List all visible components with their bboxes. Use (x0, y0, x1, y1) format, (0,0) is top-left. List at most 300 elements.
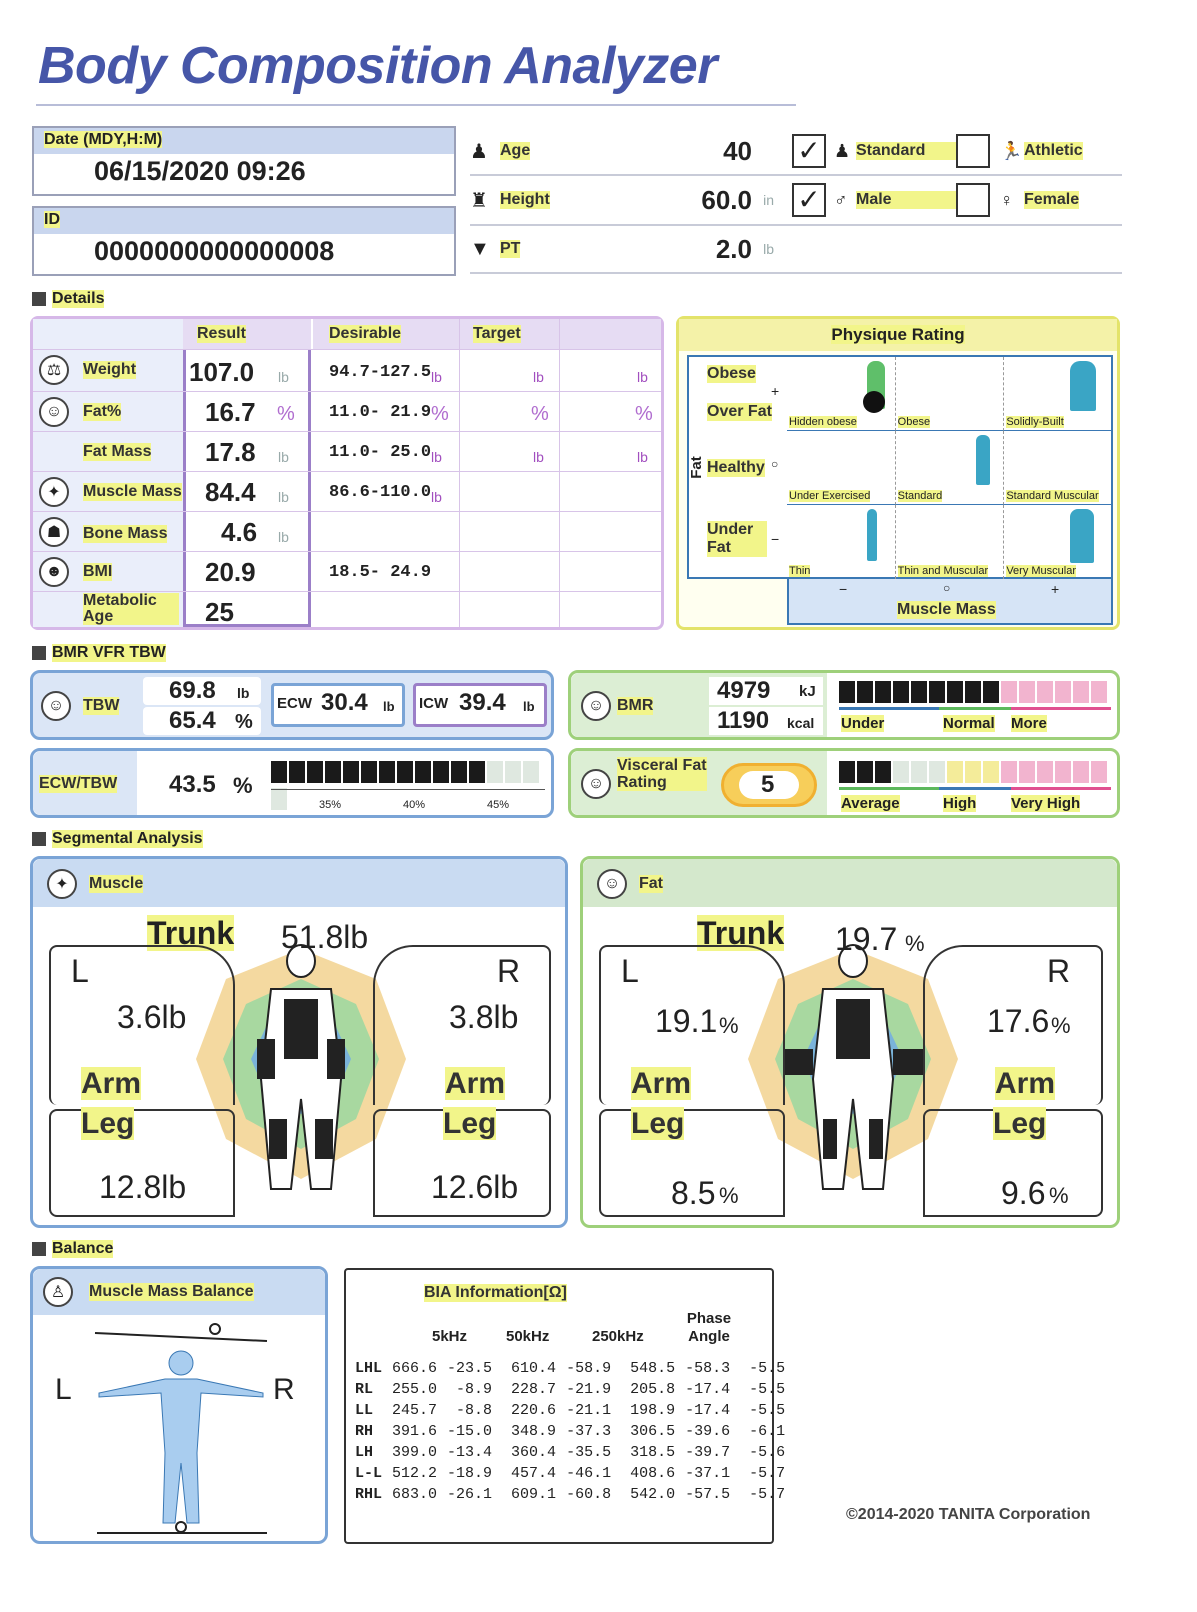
weight-label: Weight (83, 361, 137, 378)
bar-segment (271, 761, 287, 783)
vfr-icon: ☺ (581, 769, 611, 799)
muscle-right-leg-label: Leg (443, 1107, 497, 1140)
bia-cell: -18.9 (447, 1465, 493, 1482)
bar-segment (1001, 761, 1017, 783)
bia-cell: 609.1 (511, 1486, 557, 1503)
male-icon: ♂ (834, 189, 848, 210)
bar-segment (857, 681, 873, 703)
bar-segment (1037, 761, 1053, 783)
bia-row (350, 1358, 790, 1379)
segmental-section-title: Segmental Analysis (32, 830, 203, 848)
muscle-left-leg: 12.8lb (99, 1169, 187, 1205)
standard-checkbox[interactable]: ✓ (792, 134, 826, 168)
row-obese: Obese (707, 365, 756, 382)
bmr-kcal: 1190 (717, 707, 770, 734)
bmr-kj: 4979 (717, 677, 771, 704)
bar-segment (875, 761, 891, 783)
bia-cell: -8.8 (456, 1402, 493, 1419)
fat-right-marker: R (1047, 953, 1071, 989)
standard-label: Standard (856, 142, 956, 160)
col-desirable: Desirable (329, 325, 402, 342)
balance-top-line (95, 1333, 267, 1341)
muscle-left-arm-label: Arm (81, 1067, 142, 1100)
bia-cell: -5.5 (749, 1360, 786, 1377)
fat-trunk-pct: % (905, 931, 925, 956)
bmr-scale-normal: Normal (943, 715, 995, 732)
balance-section-title: Balance (32, 1240, 113, 1258)
bmr-kcal-unit: kcal (787, 715, 815, 731)
bar-segment (361, 761, 377, 783)
tbw-lb-unit: lb (237, 685, 250, 701)
fat-segment-title: Fat (639, 875, 663, 892)
shirt-icon: ▼ (470, 237, 490, 260)
bar-segment (1091, 681, 1107, 703)
tbw-label: TBW (83, 697, 120, 714)
bar-segment (271, 788, 287, 810)
balance-right-marker: R (273, 1373, 295, 1406)
fat-right-leg-label: Leg (993, 1107, 1047, 1140)
bar-segment (451, 761, 467, 783)
bia-cell: 255.0 (392, 1381, 438, 1398)
bar-segment (1019, 761, 1035, 783)
vfr-scale-average: Average (841, 795, 900, 812)
bar-segment (1073, 761, 1089, 783)
ratio-tick-45: 45% (487, 799, 510, 811)
bia-cell: 548.5 (630, 1360, 676, 1377)
details-panel (30, 316, 664, 630)
fat-left-marker: L (621, 953, 639, 989)
bmr-panel (568, 670, 1120, 740)
bia-row (350, 1463, 790, 1484)
trunk-bars (836, 999, 870, 1059)
vfr-label: Visceral Fat Rating (617, 757, 707, 791)
row-healthy: Healthy (707, 459, 765, 476)
bia-cell: 198.9 (630, 1402, 676, 1419)
bia-table (350, 1358, 790, 1505)
bia-cell: 318.5 (630, 1444, 676, 1461)
bar-segment (911, 761, 927, 783)
bar-segment (965, 761, 981, 783)
title-divider (36, 104, 796, 106)
bar-segment (929, 681, 945, 703)
tbw-icon: ☺ (41, 691, 71, 721)
minus-marker: − (771, 531, 780, 547)
bia-cell: 542.0 (630, 1486, 676, 1503)
fat-trunk-value: 19.7 (835, 921, 898, 957)
tbw-pct: 65.4 (169, 707, 216, 734)
weight-desirable-unit: lb (431, 369, 442, 385)
fat-segment-icon: ☺ (597, 869, 627, 899)
bmr-icon: ☺ (581, 691, 611, 721)
bmr-scale-more: More (1011, 715, 1047, 732)
cell-obese: Obese (896, 357, 1005, 431)
left-leg-bars (269, 1119, 287, 1159)
bia-cell: -21.1 (566, 1402, 612, 1419)
muscle-segment-icon: ✦ (47, 869, 77, 899)
bar-segment (1055, 761, 1071, 783)
bia-cell: RH (355, 1423, 374, 1440)
muscle-mass-desirable: 86.6-110.0 (329, 483, 432, 502)
bar-segment (415, 761, 431, 783)
weight-target-unit: lb (533, 369, 544, 385)
weight-target-unit-2: lb (637, 369, 648, 385)
bia-cell: LL (355, 1402, 374, 1419)
fat-right-leg: 9.6 (1001, 1175, 1046, 1211)
muscle-mass-result: 84.4 (205, 477, 256, 507)
muscle-left-marker: L (71, 953, 89, 989)
circle-marker: ○ (771, 457, 779, 471)
cell-standard: Standard (896, 431, 1005, 505)
age-row (470, 128, 790, 176)
athletic-checkbox[interactable] (956, 134, 990, 168)
bia-cell: -35.5 (566, 1444, 612, 1461)
muscle-right-arm-label: Arm (445, 1067, 506, 1100)
muscle-trunk-label: Trunk (147, 915, 235, 951)
bia-cell: 228.7 (511, 1381, 557, 1398)
ecw-value: 30.4 (321, 689, 368, 716)
bar-segment (1001, 681, 1017, 703)
balance-top-marker (210, 1324, 220, 1334)
icw-label: ICW (419, 695, 449, 712)
col-result: Result (197, 325, 246, 342)
fat-axis-label: Fat (687, 456, 705, 479)
bia-row (350, 1484, 790, 1505)
muscle-right-marker: R (497, 953, 521, 989)
muscle-balance-title: Muscle Mass Balance (89, 1283, 254, 1300)
right-arm-bars (327, 1039, 345, 1079)
bia-cell: -15.0 (447, 1423, 493, 1440)
bia-cell: 666.6 (392, 1360, 438, 1377)
muscle-mass-label: Muscle Mass (83, 483, 182, 500)
tbw-lb: 69.8 (169, 677, 216, 704)
col-target: Target (473, 325, 521, 342)
bia-cell: -37.1 (685, 1465, 731, 1482)
bar-segment (379, 761, 395, 783)
bar-segment (469, 761, 485, 783)
bia-cell: -13.4 (447, 1444, 493, 1461)
bia-cell: 360.4 (511, 1444, 557, 1461)
muscle-mass-desirable-unit: lb (431, 489, 442, 505)
bia-cell: -39.6 (685, 1423, 731, 1440)
muscle-left-leg-label: Leg (81, 1107, 135, 1140)
bar-segment (325, 761, 341, 783)
bar-segment (1019, 681, 1035, 703)
body-head-icon (169, 1351, 193, 1375)
copyright: ©2014-2020 TANITA Corporation (846, 1506, 1091, 1523)
age-icon: ♟ (470, 140, 488, 163)
cell-under-exercised: Under Exercised (787, 431, 896, 505)
bia-cell: 220.6 (511, 1402, 557, 1419)
bia-cell: 610.4 (511, 1360, 557, 1377)
height-label: Height (500, 191, 550, 208)
fat-icon: ☺ (39, 397, 69, 427)
fat-pct-desirable-unit: % (431, 403, 449, 425)
bar-segment (307, 761, 323, 783)
fat-pct-label: Fat% (83, 403, 122, 420)
physique-rating-panel (676, 316, 1120, 630)
physique-title: Physique Rating (831, 325, 965, 344)
height-unit: in (763, 192, 774, 208)
bmr-scale-under: Under (841, 715, 885, 732)
bia-cell: 245.7 (392, 1402, 438, 1419)
vfr-scale-very-high: Very High (1011, 795, 1081, 812)
muscle-plus: + (1051, 581, 1060, 597)
bia-cell: RHL (355, 1486, 383, 1503)
female-label: Female (1024, 191, 1080, 208)
ratio-tick-35: 35% (319, 799, 342, 811)
bia-header-phase-angle: Phase Angle (686, 1310, 732, 1345)
bar-segment (397, 761, 413, 783)
bar-segment (893, 761, 909, 783)
athletic-icon: 🏃 (1000, 140, 1023, 161)
bia-cell: -46.1 (566, 1465, 612, 1482)
bia-cell: LHL (355, 1360, 383, 1377)
male-label: Male (856, 191, 956, 209)
icw-value: 39.4 (459, 689, 506, 716)
bone-mass-label: Bone Mass (83, 525, 168, 542)
bia-cell: -57.5 (685, 1486, 731, 1503)
cell-solidly-built: Solidly-Built (1004, 357, 1113, 431)
right-arm-bars (893, 1049, 923, 1075)
mode-options (790, 128, 1122, 276)
bar-segment (1073, 681, 1089, 703)
bar-segment (983, 681, 999, 703)
bar-segment (1091, 761, 1107, 783)
bia-cell: -5.7 (749, 1486, 786, 1503)
fat-mass-target-unit: lb (533, 449, 544, 465)
bar-segment (487, 761, 503, 783)
ecw-tbw-unit: % (233, 773, 253, 798)
muscle-segment-title: Muscle (89, 875, 144, 892)
plus-marker: + (771, 383, 780, 399)
muscle-circle: ○ (943, 581, 951, 595)
height-value: 60.0 (701, 184, 752, 215)
bmr-kj-unit: kJ (799, 683, 816, 700)
bar-segment (911, 681, 927, 703)
fat-right-leg-pct: % (1049, 1183, 1069, 1208)
bia-cell: 205.8 (630, 1381, 676, 1398)
weight-result: 107.0 (189, 357, 255, 387)
bia-row (350, 1400, 790, 1421)
muscle-segment-panel (30, 856, 568, 1228)
fat-right-arm-label: Arm (995, 1067, 1056, 1100)
bar-segment (505, 761, 521, 783)
bar-segment (947, 761, 963, 783)
bia-cell: -5.5 (749, 1381, 786, 1398)
female-icon: ♀ (1000, 189, 1014, 210)
vfr-value: 5 (761, 771, 775, 798)
fat-trunk-label: Trunk (697, 915, 785, 951)
cell-very-muscular: Very Muscular (1004, 505, 1113, 579)
muscle-axis-label: Muscle Mass (897, 601, 996, 618)
weight-unit: lb (278, 369, 289, 385)
bone-icon: ☗ (39, 517, 69, 547)
date-value: 06/15/2020 09:26 (94, 156, 306, 186)
bmi-icon: ☻ (39, 557, 69, 587)
bia-row (350, 1379, 790, 1400)
metabolic-age-result: 25 (205, 597, 234, 627)
bar-segment (947, 681, 963, 703)
fat-pct-desirable: 11.0- 21.9 (329, 403, 432, 422)
pt-row (470, 226, 790, 274)
pt-value: 2.0 (715, 233, 752, 264)
bar-segment (929, 761, 945, 783)
fat-mass-result: 17.8 (205, 437, 256, 467)
fat-right-arm-pct: % (1051, 1013, 1071, 1038)
bar-segment (965, 681, 981, 703)
bmi-desirable: 18.5- 24.9 (329, 563, 432, 582)
bar-segment (983, 761, 999, 783)
height-icon: ♜ (470, 189, 488, 212)
pt-label: PT (500, 240, 521, 257)
bar-segment (523, 761, 539, 783)
bone-mass-result: 4.6 (221, 517, 258, 547)
tbw-panel (30, 670, 554, 740)
bar-segment (289, 761, 305, 783)
bia-row (350, 1421, 790, 1442)
cell-hidden-obese: Hidden obese (787, 357, 896, 431)
bia-header-5khz: 5kHz (432, 1328, 468, 1345)
icw-unit: lb (523, 699, 535, 714)
bmi-result: 20.9 (205, 557, 256, 587)
bar-segment (839, 761, 855, 783)
fat-mass-label: Fat Mass (83, 443, 152, 460)
ecw-label: ECW (277, 695, 312, 712)
bia-title: BIA Information[Ω] (424, 1284, 567, 1301)
balance-left-marker: L (55, 1373, 72, 1406)
fat-left-leg-pct: % (719, 1183, 739, 1208)
bia-cell: LH (355, 1444, 374, 1461)
vfr-panel (568, 748, 1120, 818)
tbw-pct-unit: % (235, 711, 253, 733)
bmr-section-title: BMR VFR TBW (32, 644, 166, 662)
fat-pct-unit: % (277, 403, 295, 425)
bia-row (350, 1442, 790, 1463)
fat-left-leg-label: Leg (631, 1107, 685, 1140)
balance-bottom-marker (176, 1522, 186, 1532)
bia-header-50khz: 50kHz (506, 1328, 550, 1345)
fat-right-arm: 17.6 (987, 1003, 1050, 1039)
bone-mass-unit: lb (278, 529, 289, 545)
weight-icon: ⚖ (39, 355, 69, 385)
bia-cell: 391.6 (392, 1423, 438, 1440)
bia-cell: 457.4 (511, 1465, 557, 1482)
age-label: Age (500, 142, 531, 159)
physique-grid (787, 357, 1113, 579)
bar-segment (893, 681, 909, 703)
muscle-balance-panel (30, 1266, 328, 1544)
bmi-label: BMI (83, 563, 113, 580)
bia-cell: -5.6 (749, 1444, 786, 1461)
bar-segment (1037, 681, 1053, 703)
muscle-trunk-value: 51.8lb (281, 919, 369, 955)
bar-segment (857, 761, 873, 783)
metabolic-age-label: Metabolic Age (83, 593, 179, 625)
row-over-fat: Over Fat (707, 403, 772, 420)
cell-standard-muscular: Standard Muscular (1004, 431, 1113, 505)
bar-segment (1055, 681, 1071, 703)
male-checkbox[interactable]: ✓ (792, 183, 826, 217)
details-section-title: Details (32, 290, 104, 308)
bia-header-250khz: 250kHz (592, 1328, 644, 1345)
muscle-mass-unit: lb (278, 489, 289, 505)
ecw-tbw-label: ECW/TBW (39, 775, 118, 792)
bmr-label: BMR (617, 697, 654, 714)
athletic-label: Athletic (1024, 142, 1083, 159)
fat-pct-target-unit: % (531, 403, 549, 425)
left-arm-bars (257, 1039, 275, 1079)
body-params (470, 128, 790, 276)
body-silhouette-icon (99, 1379, 263, 1523)
vfr-bar (839, 761, 1109, 788)
bia-cell: -21.9 (566, 1381, 612, 1398)
bia-cell: 408.6 (630, 1465, 676, 1482)
fat-pct-target-unit-2: % (635, 403, 653, 425)
id-box (32, 206, 456, 276)
age-value: 40 (723, 135, 752, 166)
right-leg-bars (869, 1119, 883, 1159)
pt-unit: lb (763, 241, 774, 257)
bar-segment (343, 761, 359, 783)
bia-cell: 348.9 (511, 1423, 557, 1440)
standard-icon: ♟ (834, 140, 851, 161)
ecw-unit: lb (383, 699, 395, 714)
balance-person-icon: ♙ (43, 1277, 73, 1307)
bia-cell: -6.1 (749, 1423, 786, 1440)
muscle-right-arm: 3.8lb (449, 999, 519, 1035)
bia-cell: 512.2 (392, 1465, 438, 1482)
bia-cell: L-L (355, 1465, 383, 1482)
fat-segment-panel (580, 856, 1120, 1228)
page-title: Body Composition Analyzer (38, 37, 717, 95)
muscle-icon: ✦ (39, 477, 69, 507)
bia-cell: -5.7 (749, 1465, 786, 1482)
muscle-minus: − (839, 581, 848, 597)
right-leg-bars (315, 1119, 333, 1159)
fat-mass-target-unit-2: lb (637, 449, 648, 465)
bia-cell: 683.0 (392, 1486, 438, 1503)
id-label: ID (34, 208, 454, 234)
fat-pct-result: 16.7 (205, 397, 256, 427)
fat-mass-unit: lb (278, 449, 289, 465)
height-row (470, 176, 790, 226)
fat-mass-desirable: 11.0- 25.0 (329, 443, 432, 462)
date-box (32, 126, 456, 196)
female-checkbox[interactable] (956, 183, 990, 217)
bia-cell: -39.7 (685, 1444, 731, 1461)
balance-figure (93, 1323, 273, 1539)
current-rating-dot (863, 391, 885, 413)
muscle-left-arm: 3.6lb (117, 999, 187, 1035)
fat-left-leg: 8.5 (671, 1175, 716, 1211)
bia-cell: -60.8 (566, 1486, 612, 1503)
bia-cell: -58.9 (566, 1360, 612, 1377)
ecw-tbw-value: 43.5 (169, 771, 216, 798)
date-label: Date (MDY,H:M) (34, 128, 454, 154)
fat-left-arm: 19.1 (655, 1003, 718, 1039)
ecw-tbw-panel (30, 748, 554, 818)
bia-cell: 399.0 (392, 1444, 438, 1461)
bia-panel (344, 1268, 786, 1544)
bia-cell: -23.5 (447, 1360, 493, 1377)
cell-thin: Thin (787, 505, 896, 579)
bar-segment (875, 681, 891, 703)
id-value: 0000000000000008 (94, 236, 335, 266)
row-under-fat: Under Fat (707, 521, 767, 557)
weight-desirable: 94.7-127.5 (329, 363, 432, 382)
bia-cell: 306.5 (630, 1423, 676, 1440)
bia-cell: -5.5 (749, 1402, 786, 1419)
